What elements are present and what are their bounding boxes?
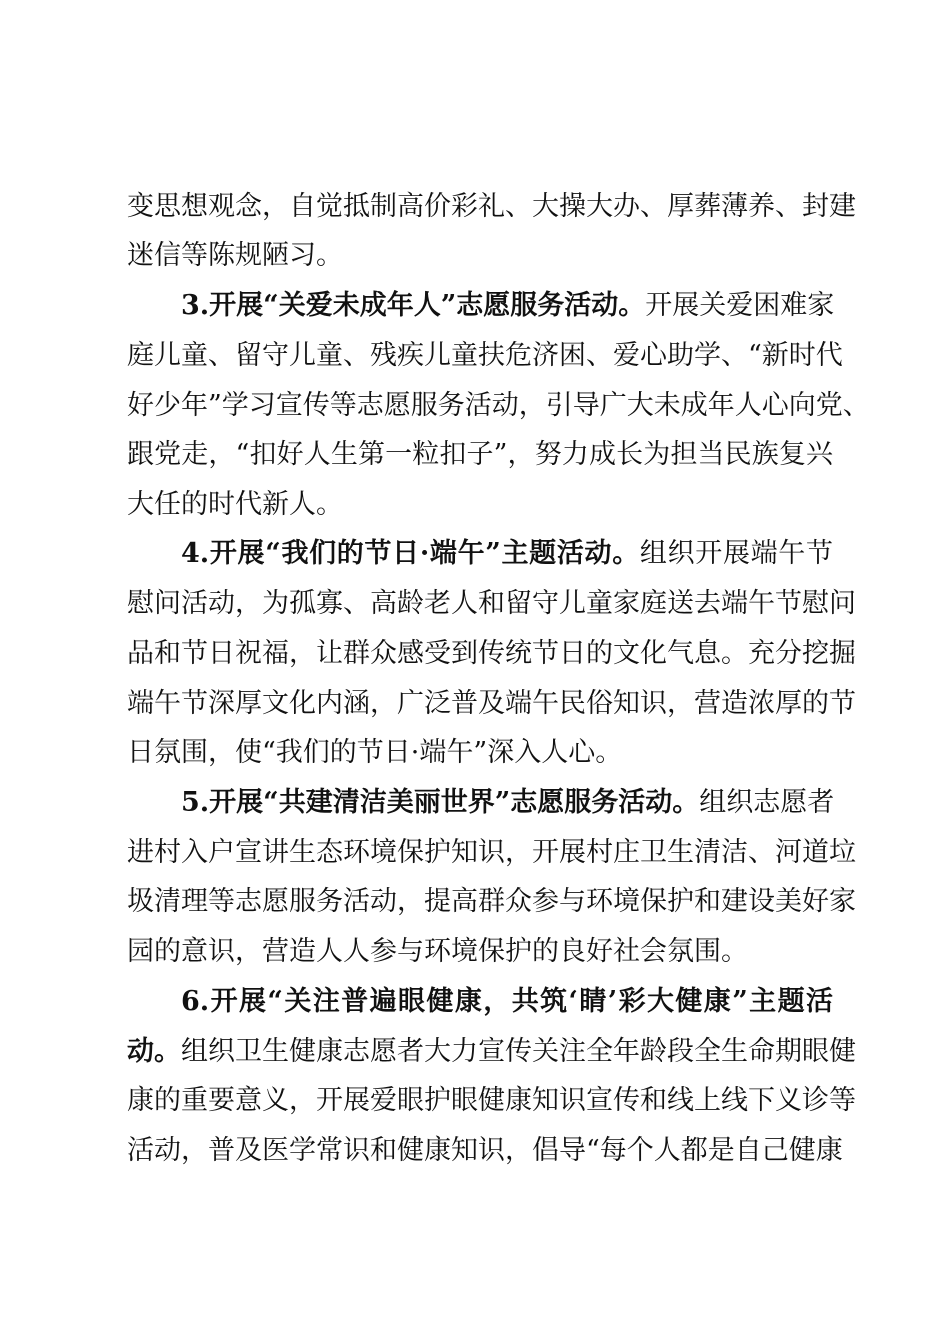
section-heading: 3.开展“关爱未成年人”志愿服务活动。 [181,290,646,321]
text-segment: 端午节深厚文化内涵，广泛普及端午民俗知识，营造浓厚的节 [127,688,856,719]
text-segment: 跟党走，“扣好人生第一粒扣子”，努力成长为担当民族复兴 [127,439,833,470]
section-heading-line [181,785,833,821]
text-segment: 康的重要意义，开展爱眼护眼健康知识宣传和线上线下义诊等 [127,1085,856,1116]
text-segment: 组织开展端午节 [639,538,833,569]
text-line [127,1083,856,1119]
section-heading: 6.开展“关注普遍眼健康，共筑‘睛’彩大健康”主题活 [181,986,833,1017]
text-line [127,238,833,274]
text-line [127,487,833,523]
text-segment: 日氛围，使“我们的节日·端午”深入人心。 [127,737,623,768]
section-heading-line [181,984,833,1020]
text-line [127,686,856,722]
section-heading-line [181,536,833,572]
section-heading: 动。 [127,1036,181,1067]
text-segment: 组织志愿者 [699,787,835,818]
text-line [127,388,870,424]
text-segment: 园的意识，营造人人参与环境保护的良好社会氛围。 [127,936,748,967]
text-line [127,338,843,374]
text-segment: 活动，普及医学常识和健康知识，倡导“每个人都是自己健康 [127,1135,843,1166]
text-segment: 好少年”学习宣传等志愿服务活动，引导广大未成年人心向党、 [127,390,870,421]
text-segment: 圾清理等志愿服务活动，提高群众参与环境保护和建设美好家 [127,886,856,917]
text-line [127,835,856,871]
text-segment: 庭儿童、留守儿童、残疾儿童扶危济困、爱心助学、“新时代 [127,340,843,371]
text-segment: 慰问活动，为孤寡、高龄老人和留守儿童家庭送去端午节慰问 [127,588,856,619]
text-segment: 品和节日祝福，让群众感受到传统节日的文化气息。充分挖掘 [127,638,856,669]
text-line [127,586,856,622]
text-segment: 变思想观念，自觉抵制高价彩礼、大操大办、厚葬薄养、封建 [127,191,856,222]
text-segment: 迷信等陈规陋习。 [127,240,343,271]
text-line [127,884,856,920]
text-segment: 开展关爱困难家 [645,290,835,321]
text-segment: 进村入户宣讲生态环境保护知识，开展村庄卫生清洁、河道垃 [127,837,856,868]
section-heading: 4.开展“我们的节日·端午”主题活动。 [181,538,640,569]
text-line [127,934,833,970]
text-line [127,189,856,225]
section-heading: 5.开展“共建清洁美丽世界”志愿服务活动。 [181,787,700,818]
section-heading-line [181,288,833,324]
text-segment: 组织卫生健康志愿者大力宣传关注全年龄段全生命期眼健 [181,1036,856,1067]
text-segment: 大任的时代新人。 [127,489,343,520]
text-line [127,636,856,672]
text-line [127,735,833,771]
text-line [127,437,833,473]
text-line [127,1034,856,1070]
text-line [127,1133,843,1169]
